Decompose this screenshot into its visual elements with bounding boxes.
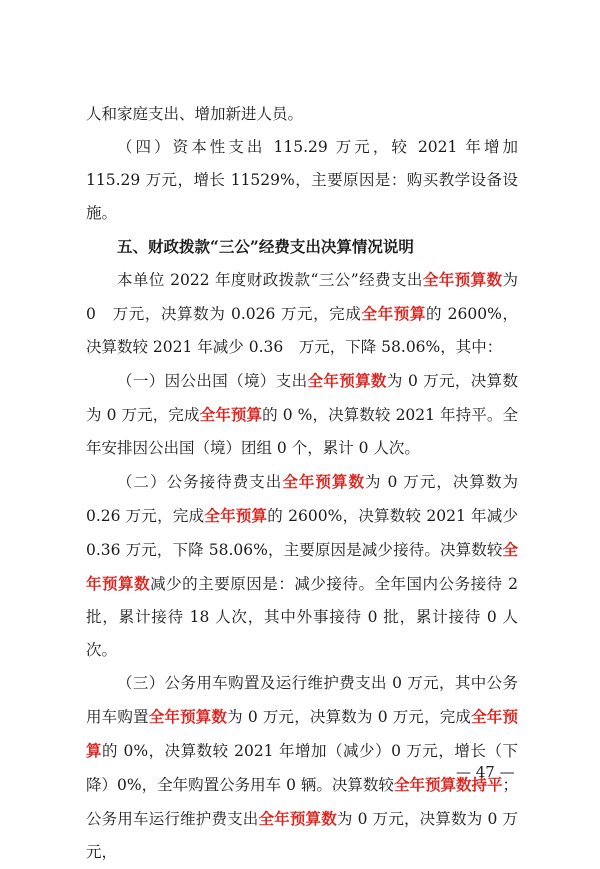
text-segment: 为 0 万元，决算数为 0 万元，完成 bbox=[86, 372, 518, 424]
highlighted-term: 全年预算 bbox=[86, 707, 518, 760]
text-segment: 本单位 2022 年度财政拨款“三公”经费支出 bbox=[117, 271, 423, 289]
text-segment: 为 0 万元，决算数为 0.26 万元，完成 bbox=[86, 473, 518, 525]
text-segment: 为 0 万元，决算数为 0 万元， bbox=[86, 810, 518, 861]
highlighted-term: 全年预算 bbox=[204, 506, 268, 525]
highlighted-term: 全年预算数 bbox=[258, 809, 337, 828]
highlighted-term: 全年预算数 bbox=[86, 540, 518, 593]
text-segment: 的 0%，决算数较 2021 年增加（减少）0 万元，增长（下降）0%，全年购置公务用车 0 辆。决算数较 bbox=[86, 742, 518, 794]
text-segment: （四）资本性支出 115.29 万元，较 2021 年增加 115.29 万元，增长 11529%，主要原因是：购买教学设备设施。 bbox=[86, 138, 518, 222]
highlighted-term: 全年预算数持平 bbox=[393, 775, 503, 794]
text-segment: 为 0 万元，决算数为 0 万元，完成 bbox=[227, 708, 472, 726]
highlighted-term: 全年预算数 bbox=[148, 707, 228, 726]
highlighted-term: 全年预算 bbox=[199, 405, 263, 424]
paragraph bbox=[86, 364, 518, 465]
text-segment: （三）公务用车购置及运行维护费支出 0 万元，其中公务用车购置 bbox=[86, 674, 518, 726]
text-segment: 的 0 %，决算数较 2021 年持平。全年安排因公出国（境）团组 0 个，累计 0 人次。 bbox=[86, 406, 518, 457]
highlighted-term: 全年预算数 bbox=[307, 371, 387, 390]
text-segment: （一）因公出国（境）支出 bbox=[117, 372, 308, 390]
paragraph bbox=[86, 667, 518, 869]
text-segment: ；公务用车运行维护费支出 bbox=[86, 776, 518, 828]
text-segment: 的 2600%，决算数较 2021 年减少 0.36 万元，下降 58.06%，其中： bbox=[86, 305, 518, 356]
paragraph bbox=[86, 131, 518, 230]
text-segment: 的 2600%，决算数较 2021 年减少 0.36 万元，下降 58.06%，主要原因是减少接待。决算数较 bbox=[86, 507, 518, 559]
text-segment: 为 0 万元，决算数为 0.026 万元，完成 bbox=[86, 271, 518, 323]
text-segment: （二）公务接待费支出 bbox=[117, 473, 283, 491]
paragraph bbox=[86, 465, 518, 667]
highlighted-term: 全年预算数 bbox=[422, 270, 503, 289]
text-segment: 减少的主要原因是：减少接待。全年国内公务接待 2 批，累计接待 18 人次，其中外事接待 0 批，累计接待 0 人次。 bbox=[86, 575, 518, 659]
text-segment: 五、财政拨款“三公”经费支出决算情况说明 bbox=[117, 237, 414, 256]
paragraph bbox=[86, 98, 518, 131]
text-segment: 人和家庭支出、增加新进人员。 bbox=[86, 105, 304, 123]
section-heading bbox=[86, 230, 518, 263]
paragraph bbox=[86, 263, 518, 364]
page-number: — 47 — bbox=[456, 763, 515, 781]
document-body bbox=[86, 98, 518, 869]
highlighted-term: 全年预算数 bbox=[282, 472, 365, 491]
highlighted-term: 全年预算 bbox=[361, 304, 427, 323]
